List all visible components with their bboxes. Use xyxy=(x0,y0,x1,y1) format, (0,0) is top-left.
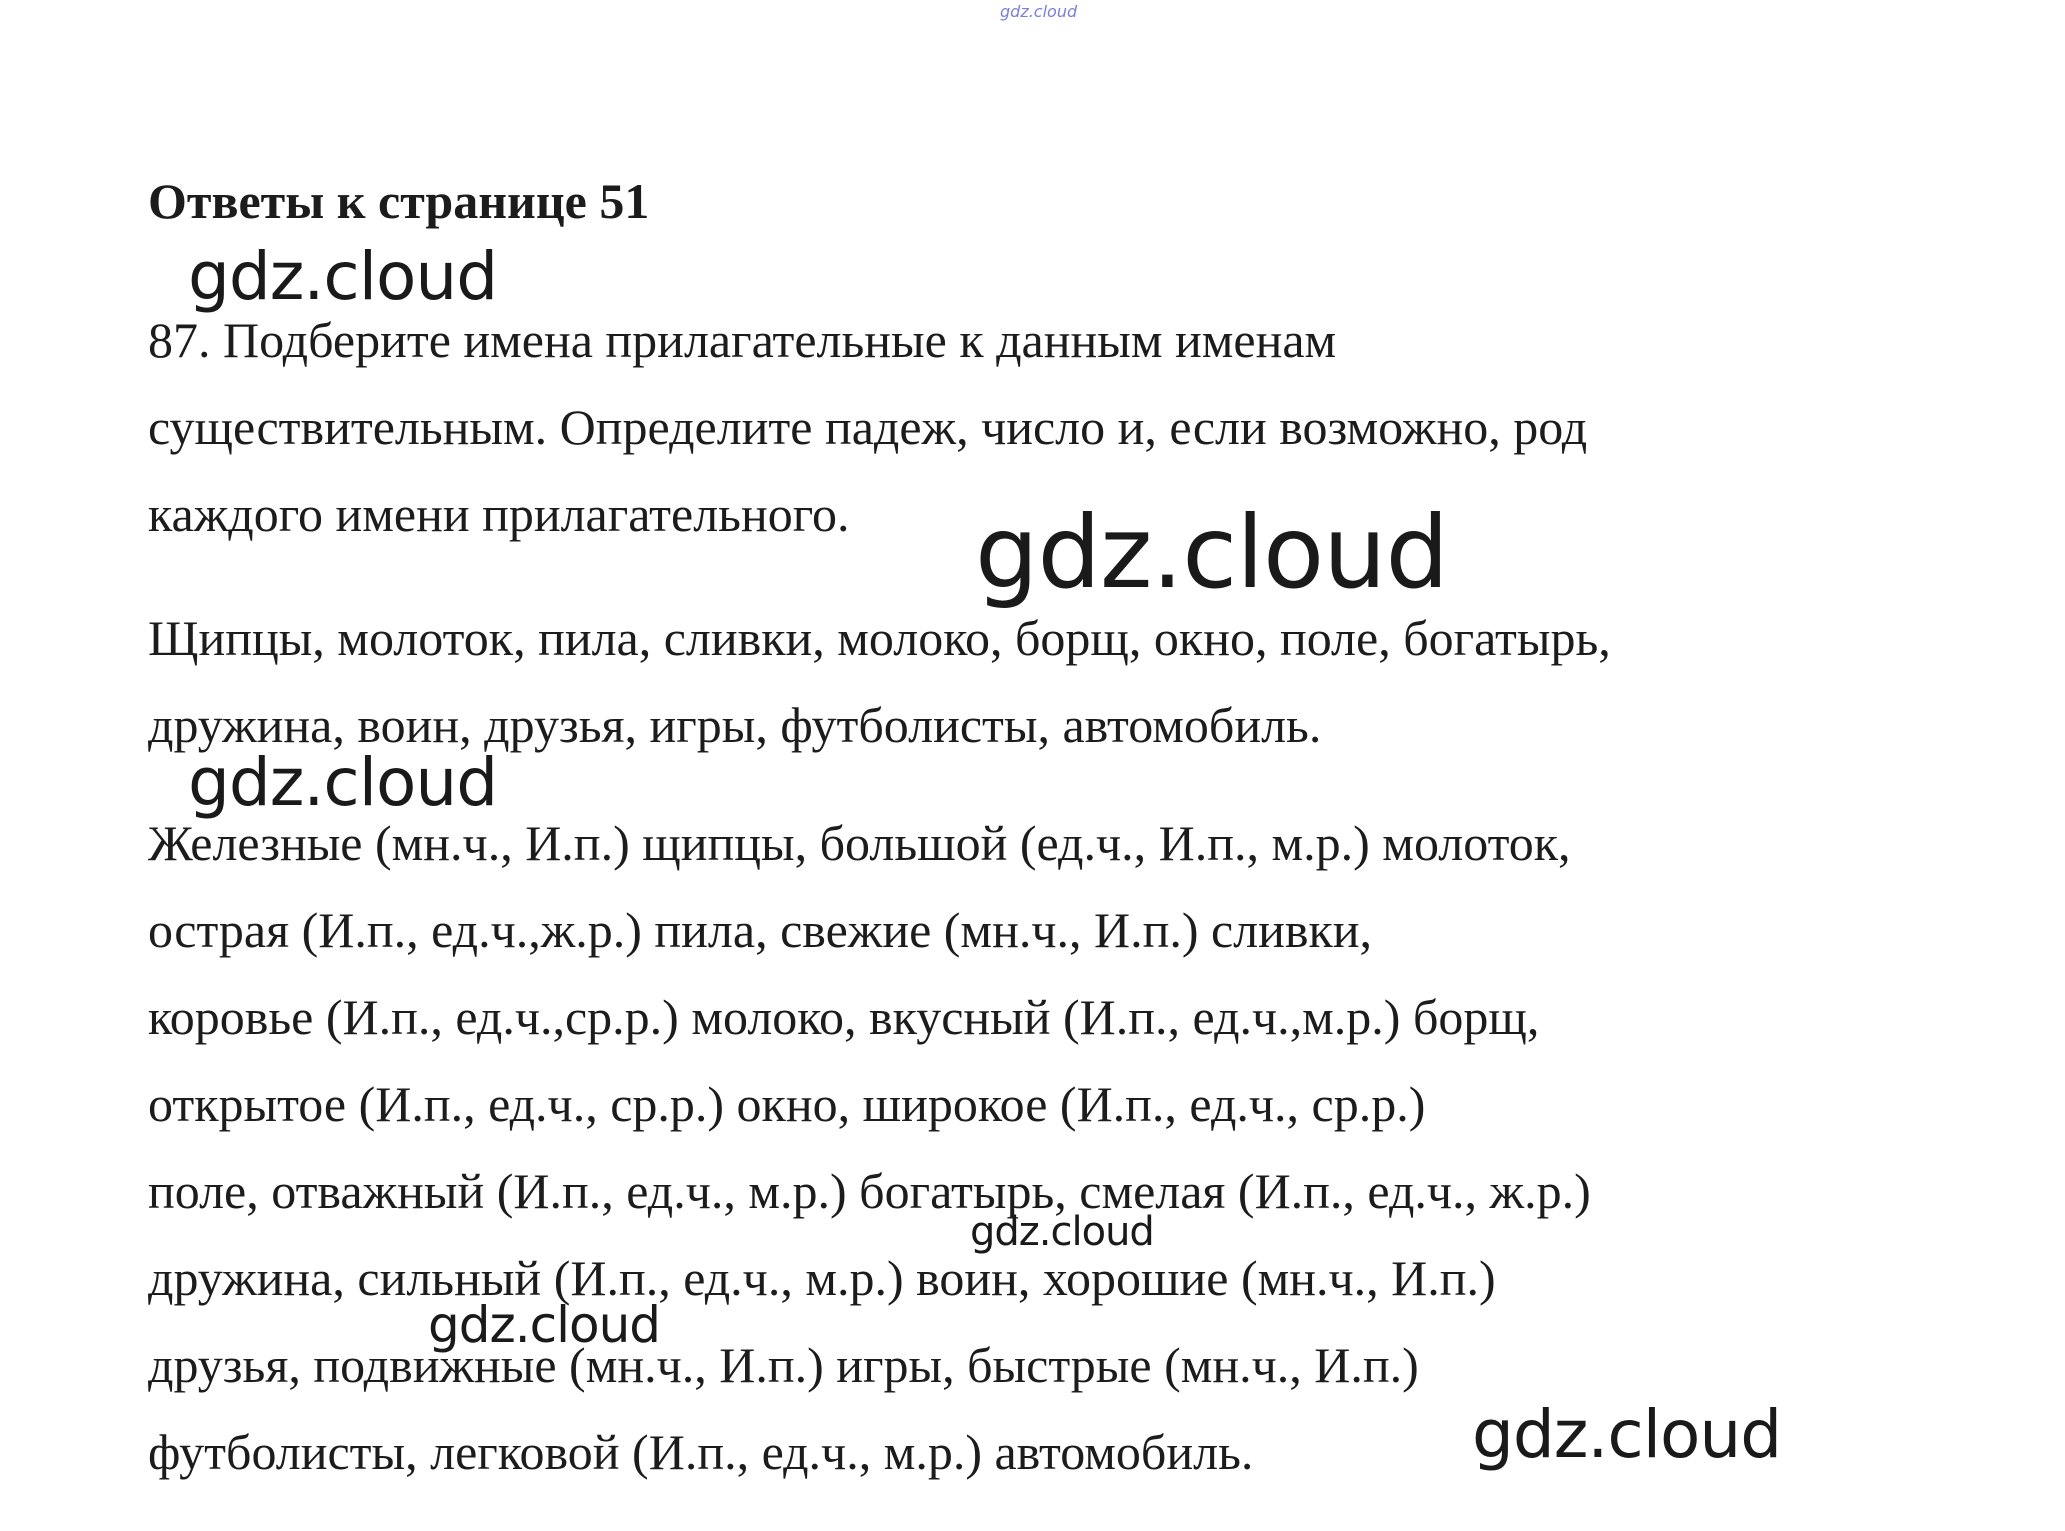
watermark: gdz.cloud xyxy=(188,744,498,821)
top-watermark: gdz.cloud xyxy=(1000,2,1078,21)
watermark: gdz.cloud xyxy=(975,494,1449,611)
answer-line: поле, отважный (И.п., ед.ч., м.р.) богатырь, смелая (И.п., ед.ч., ж.р.) xyxy=(148,1163,1591,1219)
watermark: gdz.cloud xyxy=(188,238,498,315)
answer-line: друзья, подвижные (мн.ч., И.п.) игры, быстрые (мн.ч., И.п.) xyxy=(148,1337,1419,1393)
task-line: 87. Подберите имена прилагательные к данным именам xyxy=(148,312,1337,368)
watermark: gdz.cloud xyxy=(970,1209,1154,1255)
task-line: существительным. Определите падеж, число и, если возможно, род xyxy=(148,399,1588,455)
answer-line: открытое (И.п., ед.ч., ср.р.) окно, широкое (И.п., ед.ч., ср.р.) xyxy=(148,1076,1426,1132)
answer-line: коровье (И.п., ед.ч.,ср.р.) молоко, вкусный (И.п., ед.ч.,м.р.) борщ, xyxy=(148,989,1540,1045)
answer-line: дружина, сильный (И.п., ед.ч., м.р.) воин, хорошие (мн.ч., И.п.) xyxy=(148,1250,1496,1306)
answer-line: футболисты, легковой (И.п., ед.ч., м.р.) автомобиль. xyxy=(148,1424,1254,1480)
word-list-line: Щипцы, молоток, пила, сливки, молоко, борщ, окно, поле, богатырь, xyxy=(148,610,1611,666)
watermark: gdz.cloud xyxy=(1472,1396,1782,1473)
page-heading: Ответы к странице 51 xyxy=(148,173,650,229)
answer-line: острая (И.п., ед.ч.,ж.р.) пила, свежие (мн.ч., И.п.) сливки, xyxy=(148,902,1373,958)
task-line: каждого имени прилагательного. xyxy=(148,486,850,542)
watermark: gdz.cloud xyxy=(428,1296,661,1354)
word-list-line: дружина, воин, друзья, игры, футболисты, автомобиль. xyxy=(148,697,1322,753)
answer-line: Железные (мн.ч., И.п.) щипцы, большой (ед.ч., И.п., м.р.) молоток, xyxy=(148,815,1571,871)
